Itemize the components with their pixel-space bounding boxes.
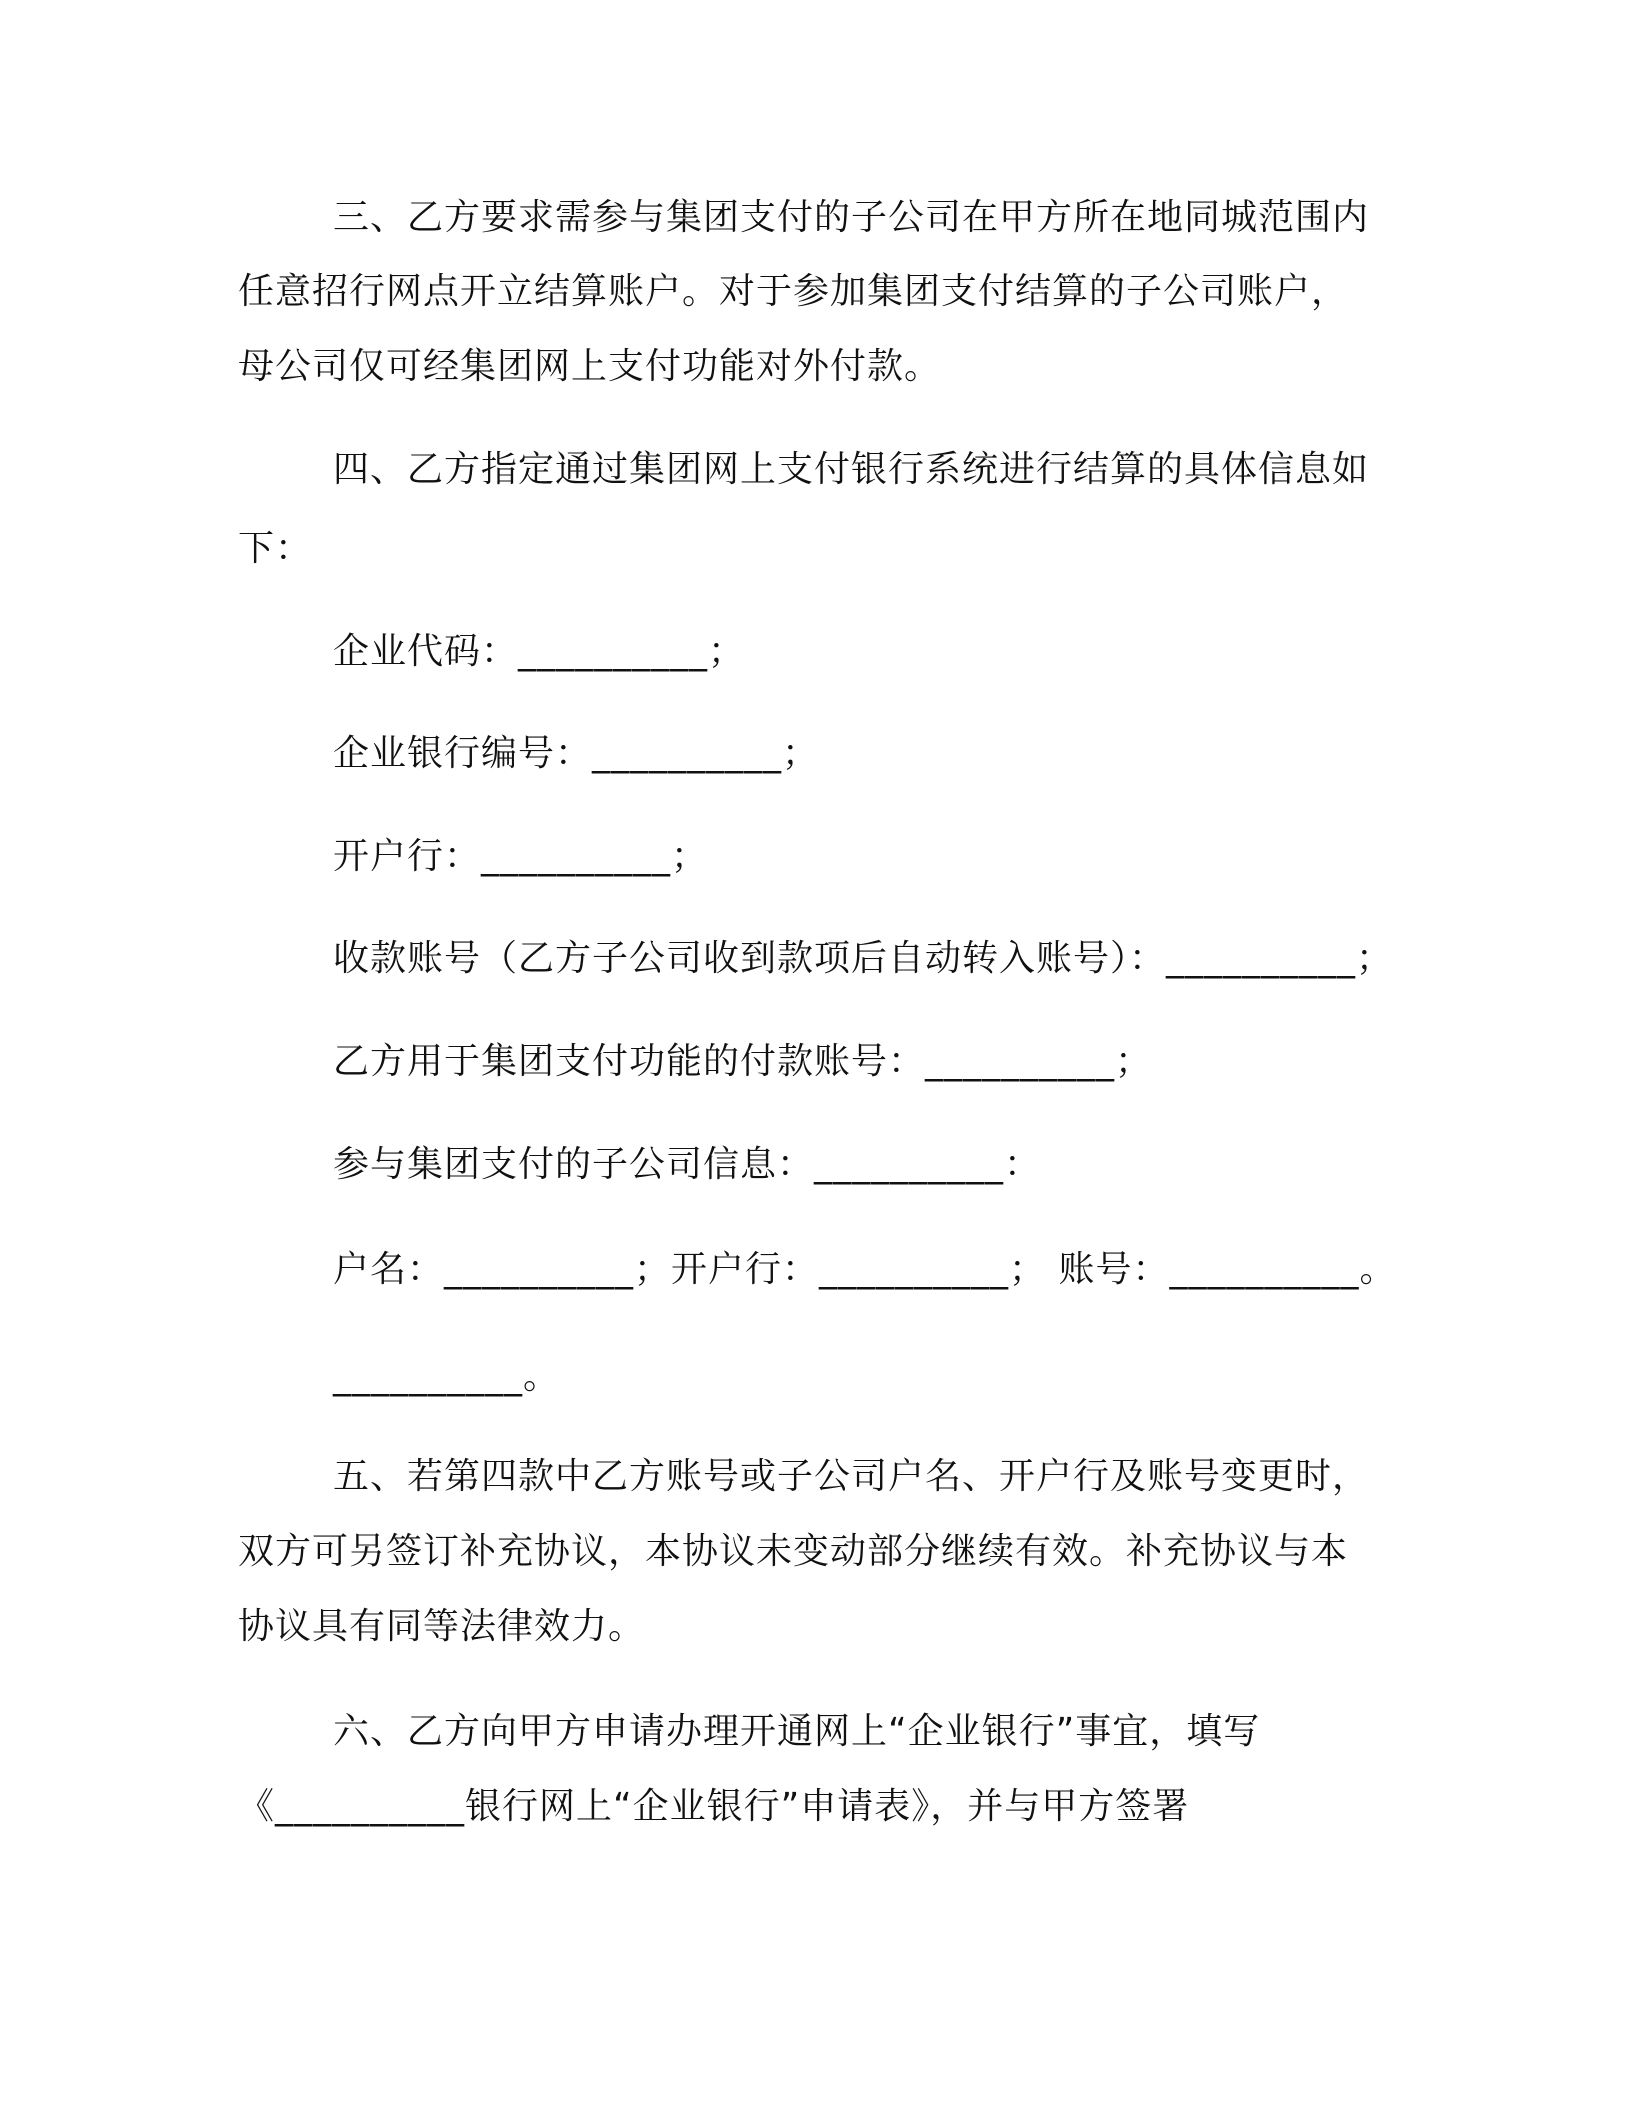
- clause-5-line-2: 双方可另签订补充协议，本协议未变动部分继续有效。补充协议与本: [238, 1531, 1349, 1572]
- clause-5-line-3: 协议具有同等法律效力。: [238, 1606, 646, 1647]
- clause-3-line-3: 母公司仅可经集团网上支付功能对外付款。: [238, 346, 942, 387]
- field-receiving-account: 收款账号（乙方子公司收到款项后自动转入账号）：__________；: [333, 938, 1394, 979]
- field-opening-bank: 开户行：__________；: [333, 836, 709, 877]
- clause-4-line-1: 四、乙方指定通过集团网上支付银行系统进行结算的具体信息如: [333, 449, 1370, 490]
- clause-6-line-1: 六、乙方向甲方申请办理开通网上“企业银行”事宜，填写: [333, 1711, 1261, 1752]
- clause-5-line-1: 五、若第四款中乙方账号或子公司户名、开户行及账号变更时，: [333, 1456, 1370, 1497]
- clause-3-line-2: 任意招行网点开立结算账户。对于参加集团支付结算的子公司账户，: [238, 271, 1349, 312]
- clause-6-line-2: 《__________银行网上“企业银行”申请表》，并与甲方签署: [238, 1786, 1190, 1827]
- field-subsidiary-info: 参与集团支付的子公司信息：__________：: [333, 1144, 1042, 1185]
- field-extra-blank: __________。: [333, 1356, 561, 1397]
- field-enterprise-code: 企业代码：__________；: [333, 631, 746, 672]
- field-payment-account: 乙方用于集团支付功能的付款账号：__________；: [333, 1041, 1153, 1082]
- clause-3-line-1: 三、乙方要求需参与集团支付的子公司在甲方所在地同城范围内: [333, 197, 1370, 238]
- field-enterprise-bank-number: 企业银行编号：__________；: [333, 733, 820, 774]
- clause-4-line-2: 下：: [238, 528, 313, 569]
- field-subsidiary-details: 户名：__________；开户行：__________； 账号：__________。: [333, 1249, 1397, 1290]
